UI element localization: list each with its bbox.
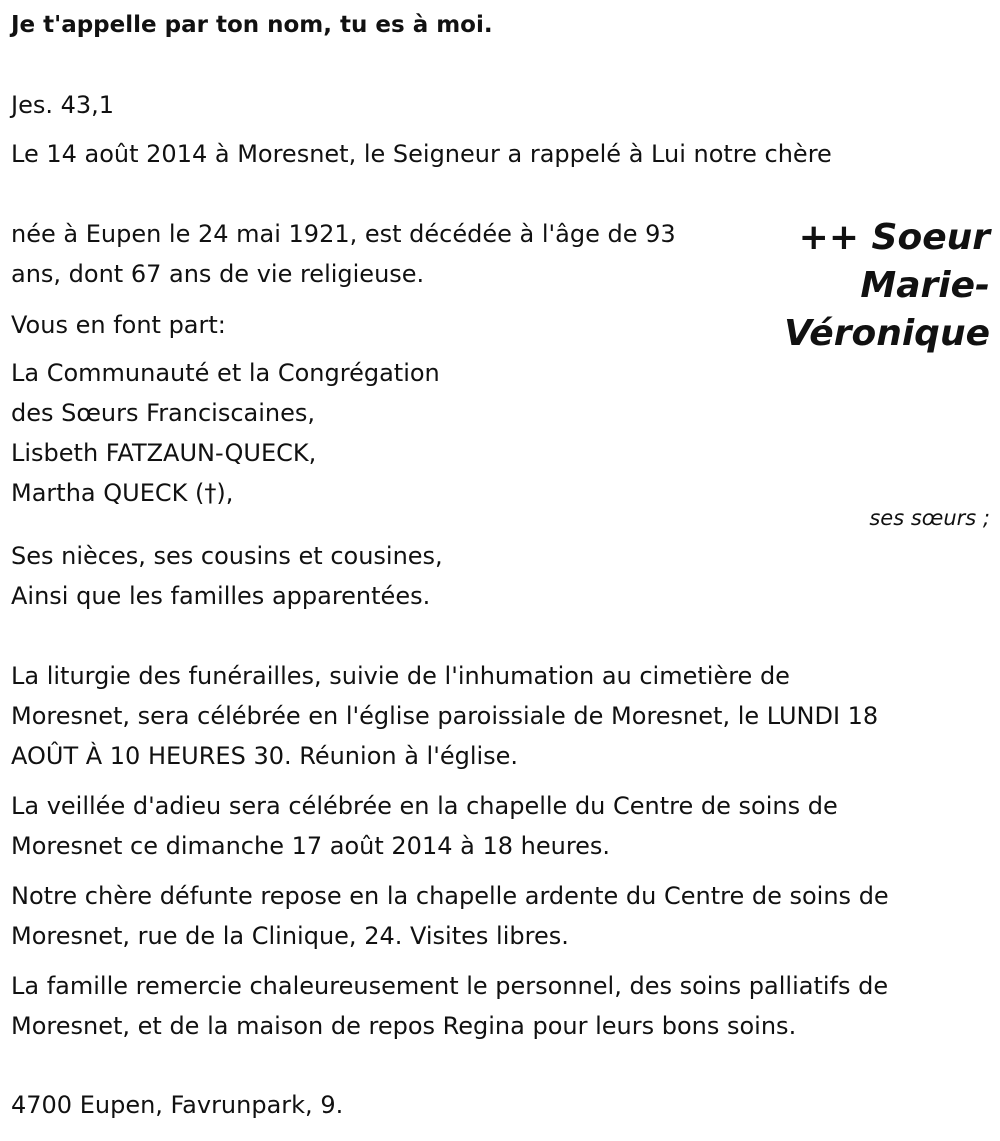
relatives-line: Ses nièces, ses cousins et cousines, — [11, 542, 443, 570]
vigil-line: Moresnet ce dimanche 17 août 2014 à 18 heures. — [11, 832, 611, 860]
thanks-line: La famille remercie chaleureusement le personnel, des soins palliatifs de — [11, 972, 889, 1000]
deceased-name-line-3: Véronique — [784, 313, 990, 354]
birth-line-2: ans, dont 67 ans de vie religieuse. — [11, 260, 425, 288]
vigil-line: La veillée d'adieu sera célébrée en la chapelle du Centre de soins de — [11, 792, 838, 820]
mourner-line: Martha QUECK (†), — [11, 479, 234, 507]
birth-line-1: née à Eupen le 24 mai 1921, est décédée à l'âge de 93 — [11, 220, 676, 248]
notice-intro: Vous en font part: — [11, 311, 226, 339]
relatives-line: Ainsi que les familles apparentées. — [11, 582, 431, 610]
thanks-line: Moresnet, et de la maison de repos Regina pour leurs bons soins. — [11, 1012, 797, 1040]
mourner-line: La Communauté et la Congrégation — [11, 359, 440, 387]
verse-reference: Jes. 43,1 — [11, 91, 115, 119]
funeral-line: Moresnet, sera célébrée en l'église paroissiale de Moresnet, le LUNDI 18 — [11, 702, 879, 730]
bible-verse: Je t'appelle par ton nom, tu es à moi. — [11, 12, 493, 38]
funeral-line: AOÛT À 10 HEURES 30. Réunion à l'église. — [11, 742, 519, 770]
sisters-label: ses sœurs ; — [869, 506, 990, 530]
rest-line: Moresnet, rue de la Clinique, 24. Visites libres. — [11, 922, 569, 950]
deceased-name — [770, 214, 990, 358]
funeral-line: La liturgie des funérailles, suivie de l'inhumation au cimetière de — [11, 662, 790, 690]
mourner-line: Lisbeth FATZAUN-QUECK, — [11, 439, 317, 467]
deceased-name-line-1: ++ Soeur — [798, 217, 990, 258]
family-address: 4700 Eupen, Favrunpark, 9. — [11, 1091, 344, 1119]
mourner-line: des Sœurs Franciscaines, — [11, 399, 316, 427]
rest-line: Notre chère défunte repose en la chapelle ardente du Centre de soins de — [11, 882, 889, 910]
announcement-line: Le 14 août 2014 à Moresnet, le Seigneur a rappelé à Lui notre chère — [11, 140, 832, 168]
deceased-name-line-2: Marie- — [860, 265, 990, 306]
